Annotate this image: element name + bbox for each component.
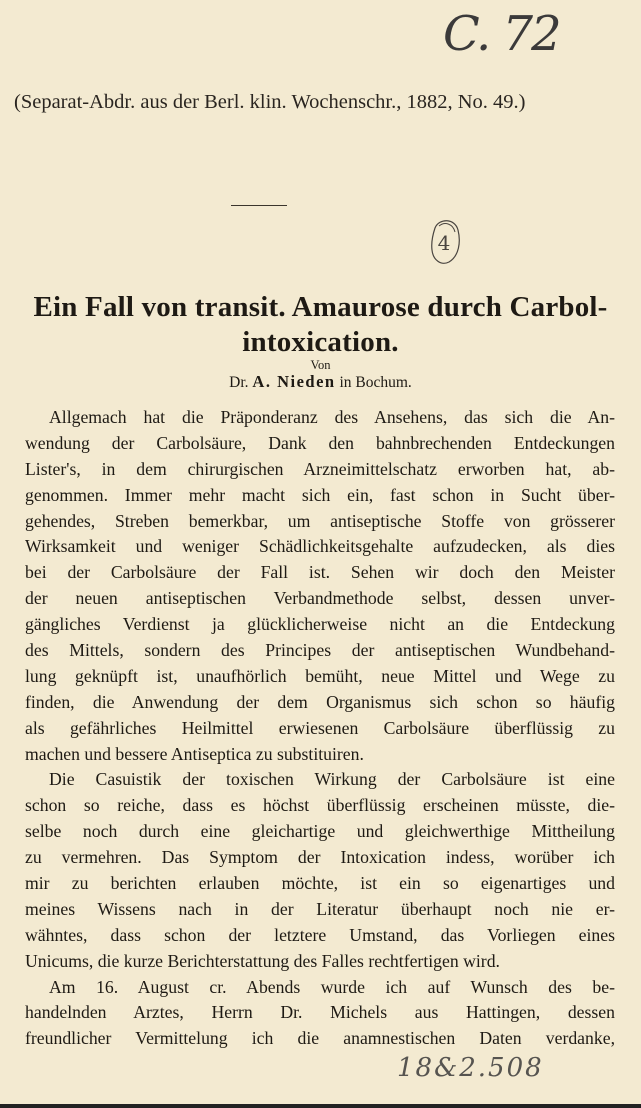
text-line: Lister's, in dem chirurgischen Arzneimittelschatz erworben hat, ab-	[25, 458, 615, 479]
text-line: zu vermehren. Das Symptom der Intoxication indess, worüber ich	[25, 847, 615, 868]
text-line: Wirksamkeit und weniger Schädlichkeitsgehalte aufzudecken, als dies	[25, 536, 615, 557]
text-line: machen und bessere Antiseptica zu substituiren.	[25, 743, 364, 764]
text-line: finden, die Anwendung der dem Organismus sich schon so häufig	[25, 691, 615, 712]
text-line: gängliches Verdienst ja glücklicherweise nicht an die Entdeckung	[25, 614, 615, 635]
text-line: handelnden Arztes, Herrn Dr. Michels aus Hattingen, dessen	[25, 1002, 615, 1023]
text-line: als gefährliches Heilmittel erwiesenen Carbolsäure überflüssig zu	[25, 717, 615, 738]
text-line: Unicums, die kurze Berichterstattung des Falles rechtfertigen wird.	[25, 950, 500, 971]
text-line: Am 16. August cr. Abends wurde ich auf Wunsch des be-	[49, 976, 615, 997]
text-line: wähntes, dass schon der letztere Umstand, das Vorliegen eines	[25, 924, 615, 945]
article-body	[25, 405, 615, 1052]
author-location: in Bochum.	[339, 374, 412, 391]
offprint-citation: (Separat-Abdr. aus der Berl. klin. Wochenschr., 1882, No. 49.)	[14, 91, 526, 113]
text-line: wendung der Carbolsäure, Dank den bahnbrechenden Entdeckungen	[25, 432, 615, 453]
paragraph-3	[25, 975, 615, 1053]
text-line: des Mittels, sondern des Principes der antiseptischen Wundbehand-	[25, 640, 615, 661]
title-line-2: intoxication.	[242, 326, 399, 358]
handwritten-shelfmark: C. 72	[443, 6, 560, 62]
text-line: gehendes, Streben bemerkbar, um antiseptische Stoffe von grösserer	[25, 510, 615, 531]
author-name: A. Nieden	[252, 372, 336, 391]
stamp-number: 4	[437, 231, 451, 255]
paragraph-1	[25, 405, 615, 767]
text-line: Die Casuistik der toxischen Wirkung der Carbolsäure ist eine	[49, 769, 615, 790]
text-line: Allgemach hat die Präponderanz des Ansehens, das sich die An-	[49, 407, 615, 427]
title-line-1: Ein Fall von transit. Amaurose durch Carbol-	[33, 291, 608, 323]
divider	[231, 205, 287, 206]
text-line: schon so reiche, dass es höchst überflüssig erscheinen müsste, die-	[25, 795, 615, 816]
library-stamp-icon	[425, 216, 463, 266]
text-line: freundlicher Vermittelung ich die anamnestischen Daten verdanke,	[25, 1028, 615, 1049]
author-prefix: Dr.	[229, 374, 249, 391]
text-line: genommen. Immer mehr macht sich ein, fast schon in Sucht über-	[25, 484, 615, 505]
paragraph-2	[25, 767, 615, 974]
text-line: lung geknüpft ist, unaufhörlich bemüht, neue Mittel und Wege zu	[25, 665, 615, 686]
text-line: meines Wissens nach in der Literatur überhaupt noch nie er-	[25, 898, 615, 919]
text-line: bei der Carbolsäure der Fall ist. Sehen wir doch den Meister	[25, 562, 615, 583]
text-line: der neuen antiseptischen Verbandmethode selbst, dessen unver-	[25, 588, 615, 609]
page-edge	[0, 1104, 641, 1108]
article-title	[0, 290, 641, 360]
byline-von: Von	[310, 358, 331, 372]
author-line	[0, 372, 641, 392]
handwritten-accession-number: 18&2.508	[397, 1053, 544, 1083]
text-line: mir zu berichten erlauben möchte, ist ein so eigenartiges und	[25, 873, 615, 894]
text-line: selbe noch durch eine gleichartige und gleichwerthige Mittheilung	[25, 821, 615, 842]
